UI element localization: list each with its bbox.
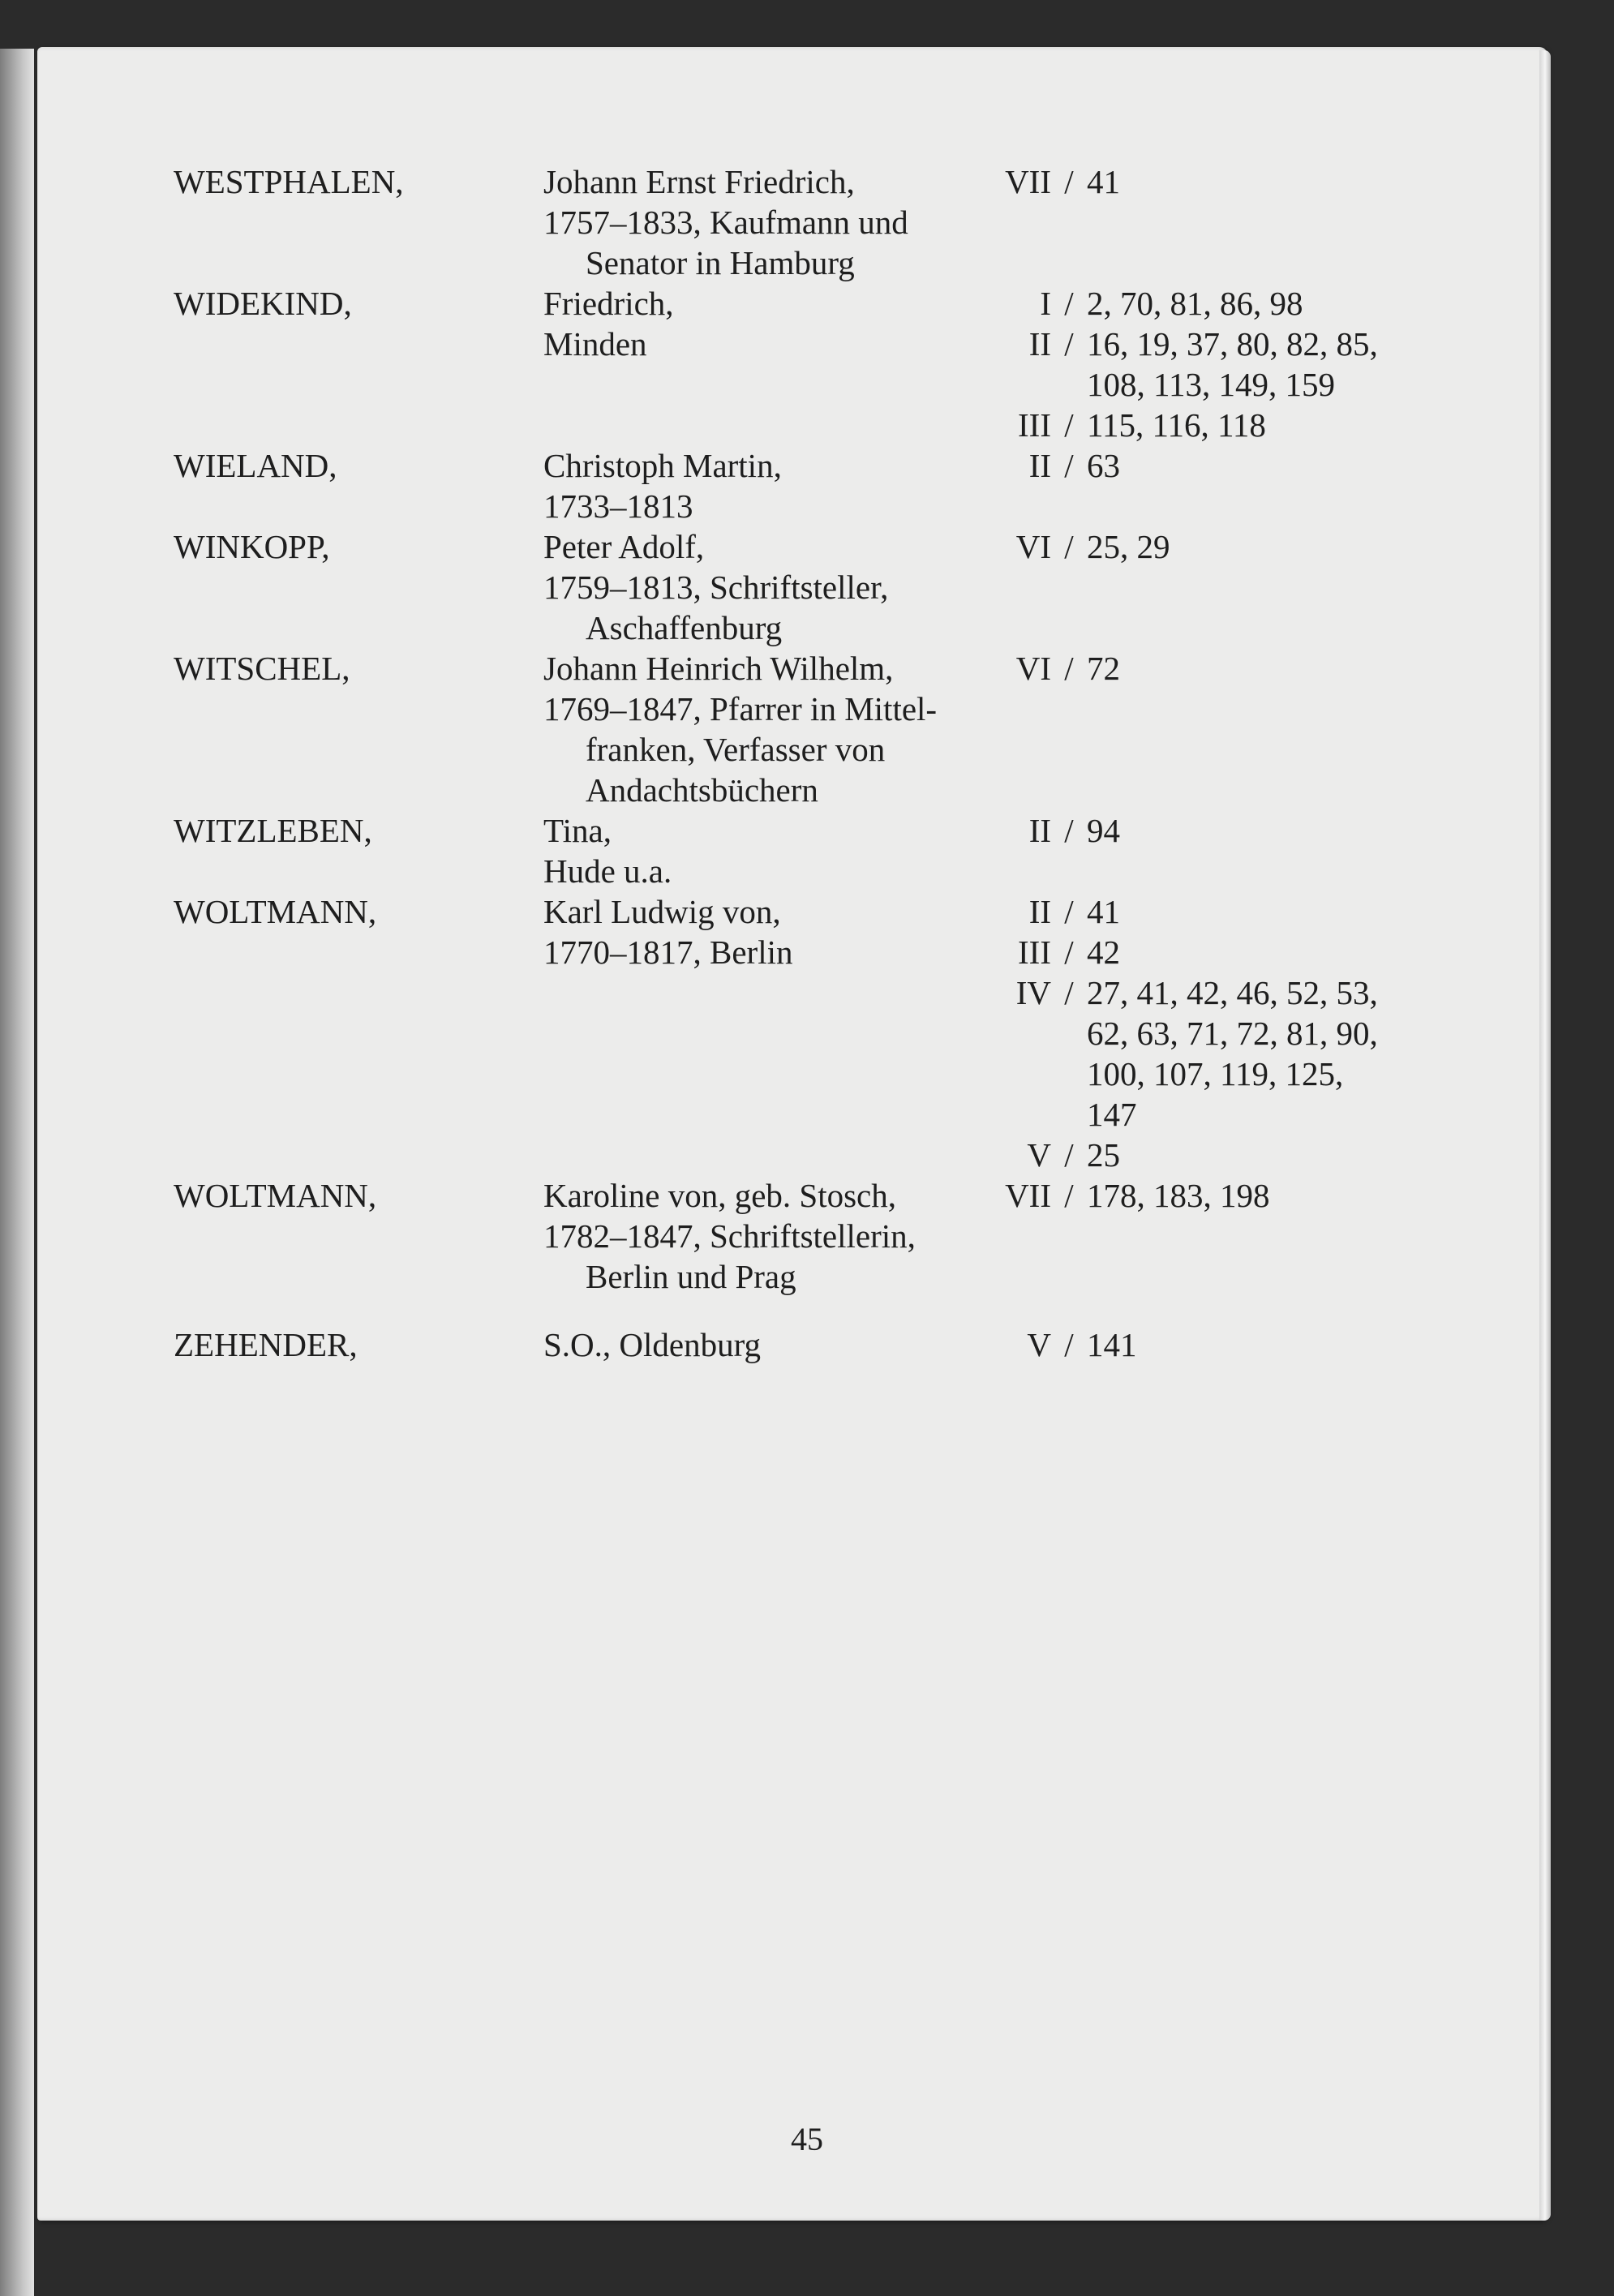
volume-separator: / [1064,650,1074,687]
reference-line [994,810,1416,851]
description-line: 1757–1833, Kaufmann und [543,204,908,241]
volume-number: II [1028,893,1051,930]
index-entry [174,1324,1423,1365]
description-line: Johann Heinrich Wilhelm, [543,650,894,687]
description-line: franken, Verfasser von [586,731,886,768]
index-entry [174,526,1423,648]
reference-line [994,932,1416,972]
volume-separator: / [1064,1326,1074,1363]
reference-line [994,324,1416,364]
page-list: 25 [1087,1136,1120,1174]
page-list: 41 [1087,163,1120,200]
adjacent-page-edge [0,49,34,2296]
entry-references [994,648,1416,689]
page-list: 178, 183, 198 [1087,1177,1270,1214]
page-list: 141 [1087,1326,1137,1363]
reference-line [994,1324,1416,1365]
entry-surname: WITZLEBEN, [174,812,372,849]
volume-separator: / [1064,812,1074,849]
volume-separator: / [1064,528,1074,565]
page-list-continued: 147 [1087,1096,1137,1133]
description-line: Peter Adolf, [543,528,705,565]
volume-separator: / [1064,447,1074,484]
entry-surname: WESTPHALEN, [174,163,404,200]
volume-separator: / [1064,933,1074,971]
entry-references [994,810,1416,851]
entry-references [994,161,1416,202]
entry-surname: WIELAND, [174,447,337,484]
entry-surname: WOLTMANN, [174,1177,377,1214]
index-entry [174,283,1423,445]
volume-number: II [1028,447,1051,484]
description-line: 1770–1817, Berlin [543,933,793,971]
volume-separator: / [1064,1136,1074,1174]
page-list: 16, 19, 37, 80, 82, 85, [1087,325,1378,363]
entry-description [543,1324,998,1365]
page-edge-shadow [1539,50,1551,2221]
description-line: S.O., Oldenburg [543,1326,762,1363]
volume-separator: / [1064,1177,1074,1214]
volume-number: III [1018,933,1051,971]
description-line: Tina, [543,812,612,849]
entry-references [994,891,1416,1175]
description-line: Andachtsbüchern [586,771,818,809]
description-line: 1769–1847, Pfarrer in Mittel- [543,690,938,727]
entry-description [543,445,998,526]
description-line: 1759–1813, Schriftsteller, [543,569,889,606]
description-line: Minden [543,325,647,363]
volume-separator: / [1064,163,1074,200]
volume-number: I [1040,285,1051,322]
volume-number: VI [1015,528,1051,565]
index-entry [174,648,1423,810]
description-line: Karl Ludwig von, [543,893,781,930]
volume-separator: / [1064,893,1074,930]
entry-references [994,1175,1416,1216]
page-list-continued: 108, 113, 149, 159 [1087,366,1335,403]
entry-description [543,283,998,364]
description-line: Johann Ernst Friedrich, [543,163,855,200]
reference-line [994,526,1416,567]
entry-description [543,891,998,972]
volume-separator: / [1064,325,1074,363]
description-line: Friedrich, [543,285,674,322]
reference-line [994,1094,1416,1135]
reference-line [994,161,1416,202]
entry-description [543,810,998,891]
index-entry [174,161,1423,283]
entry-surname: WIDEKIND, [174,285,352,322]
entry-description [543,1175,998,1297]
volume-number: II [1028,812,1051,849]
volume-number: V [1027,1326,1051,1363]
page-list: 42 [1087,933,1120,971]
index-entry [174,891,1423,1175]
entry-surname: WITSCHEL, [174,650,350,687]
entry-surname: WOLTMANN, [174,893,377,930]
volume-number: VII [1005,1177,1051,1214]
page-number: 45 [791,2121,823,2157]
description-line: Senator in Hamburg [586,244,855,281]
reference-line [994,445,1416,486]
reference-line [994,648,1416,689]
entry-references [994,283,1416,445]
volume-number: VII [1005,163,1051,200]
page-list: 41 [1087,893,1120,930]
entry-surname: WINKOPP, [174,528,330,565]
volume-number: III [1018,406,1051,444]
description-line: Berlin und Prag [586,1258,796,1295]
page-list: 27, 41, 42, 46, 52, 53, [1087,974,1378,1011]
description-line: 1782–1847, Schriftstellerin, [543,1217,916,1255]
description-line: Hude u.a. [543,852,672,890]
entry-references [994,526,1416,567]
index-entry [174,1175,1423,1297]
page-list: 2, 70, 81, 86, 98 [1087,285,1303,322]
page-list: 25, 29 [1087,528,1170,565]
reference-line [994,972,1416,1013]
reference-line [994,1135,1416,1175]
entry-description [543,161,998,283]
description-line: Karoline von, geb. Stosch, [543,1177,896,1214]
volume-number: II [1028,325,1051,363]
page-list: 63 [1087,447,1120,484]
entry-references [994,1324,1416,1365]
entry-description [543,526,998,648]
description-line: 1733–1813 [543,487,693,525]
description-line: Aschaffenburg [586,609,783,646]
description-line: Christoph Martin, [543,447,782,484]
reference-line [994,891,1416,932]
page-list: 94 [1087,812,1120,849]
reference-line [994,1013,1416,1054]
volume-separator: / [1064,974,1074,1011]
volume-separator: / [1064,285,1074,322]
volume-number: IV [1015,974,1051,1011]
page-list: 115, 116, 118 [1087,406,1266,444]
reference-line [994,405,1416,445]
reference-line [994,364,1416,405]
entry-surname: ZEHENDER, [174,1326,358,1363]
volume-number: VI [1015,650,1051,687]
index-entry [174,810,1423,891]
entry-description [543,648,998,810]
page-list: 72 [1087,650,1120,687]
page-list-continued: 62, 63, 71, 72, 81, 90, [1087,1015,1378,1052]
reference-line [994,1175,1416,1216]
page-list-continued: 100, 107, 119, 125, [1087,1055,1344,1092]
entry-references [994,445,1416,486]
index-entry [174,445,1423,526]
volume-number: V [1027,1136,1051,1174]
volume-separator: / [1064,406,1074,444]
reference-line [994,1054,1416,1094]
reference-line [994,283,1416,324]
